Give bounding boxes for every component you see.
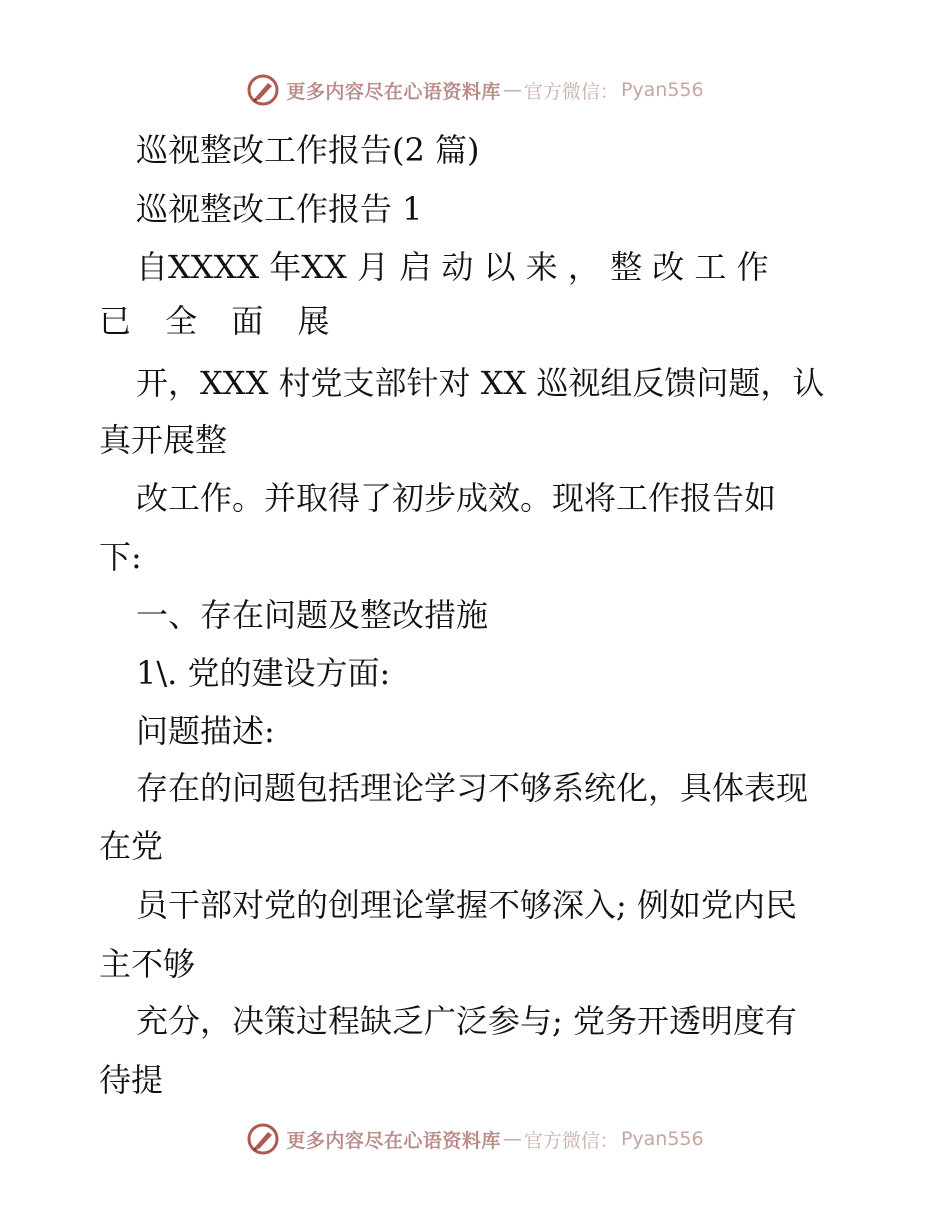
watermark-wechat-label: 官方微信： [523,80,619,103]
paragraph-line: 开，XXX 村党支部针对 XX 巡视组反馈问题，认 [136,364,825,402]
paragraph-line: 充分，决策过程缺乏广泛参与; 党务开透明度有 [136,1002,797,1040]
paragraph-line: 改工作。并取得了初步成效。现将工作报告如 [136,479,777,517]
subheading: 1\. 党的建设方面: [136,654,391,692]
pen-logo-icon [246,73,280,107]
header-watermark [0,72,950,108]
paragraph-line: 下: [99,538,142,576]
document-title: 巡视整改工作报告(2 篇) [136,131,480,169]
footer-watermark [0,1121,950,1157]
watermark-separator: — [502,79,522,101]
watermark-site-name: 更多内容尽在心语资料库 [286,80,501,103]
paragraph-line: 员干部对党的创理论掌握不够深入; 例如党内民 [136,886,797,924]
watermark-site-name: 更多内容尽在心语资料库 [286,1129,501,1152]
section-title: 巡视整改工作报告 1 [136,190,423,228]
paragraph-line: 待提 [99,1061,164,1099]
paragraph-line: 已 全 面 展 [99,302,342,340]
subheading: 问题描述: [136,712,275,750]
watermark-separator: — [502,1128,522,1150]
pen-logo-icon [246,1122,280,1156]
watermark-wechat-label: 官方微信： [523,1129,619,1152]
paragraph-line: 自XXXX 年XX 月 启 动 以 来 ， 整 改 工 作 [136,248,769,286]
paragraph-line: 存在的问题包括理论学习不够系统化，具体表现 [136,769,809,807]
watermark-wechat-id: Pyan556 [620,79,704,101]
paragraph-line: 真开展整 [99,421,228,459]
paragraph-line: 在党 [99,827,164,865]
watermark-wechat-id: Pyan556 [620,1128,704,1150]
subheading: 一、存在问题及整改措施 [136,596,489,634]
paragraph-line: 主不够 [99,945,196,983]
